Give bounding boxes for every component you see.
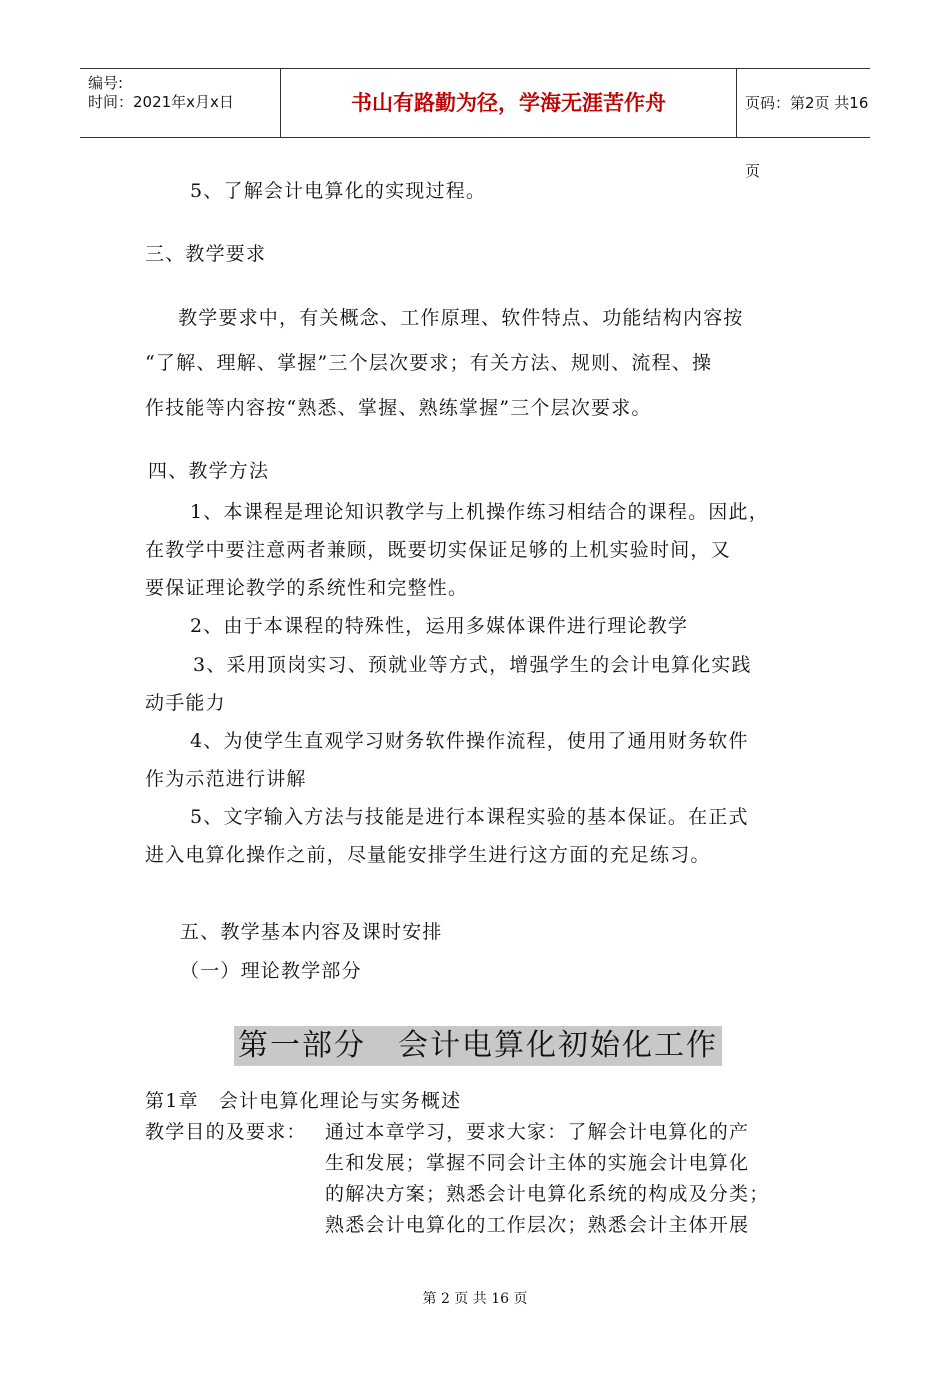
requirement-line: “了解、理解、掌握”三个层次要求；有关方法、规则、流程、操 xyxy=(145,352,713,374)
subsection-heading: （一）理论教学部分 xyxy=(180,960,362,982)
goal-label: 教学目的及要求： xyxy=(145,1121,307,1143)
goal-line: 生和发展；掌握不同会计主体的实施会计电算化 xyxy=(325,1152,750,1174)
header-motto-cell xyxy=(280,69,737,137)
requirement-line: 教学要求中，有关概念、工作原理、软件特点、功能结构内容按 xyxy=(178,307,744,329)
method-line: 在教学中要注意两者兼顾，既要切实保证足够的上机实验时间，又 xyxy=(145,539,731,561)
page-code: 页码：第2页 共16页 xyxy=(745,94,869,180)
section-heading-5: 五、教学基本内容及课时安排 xyxy=(180,921,443,943)
method-line: 3、采用顶岗实习、预就业等方式，增强学生的会计电算化实践 xyxy=(193,654,752,676)
requirement-line: 作技能等内容按“熟悉、掌握、熟练掌握”三个层次要求。 xyxy=(145,397,652,419)
method-line: 进入电算化操作之前，尽量能安排学生进行这方面的充足练习。 xyxy=(145,844,711,866)
method-line: 4、为使学生直观学习财务软件操作流程，使用了通用财务软件 xyxy=(190,730,749,752)
page-header xyxy=(80,68,870,180)
method-line: 1、本课程是理论知识教学与上机操作练习相结合的课程。因此， xyxy=(190,501,769,523)
section-heading-4: 四、教学方法 xyxy=(148,460,270,482)
method-line: 动手能力 xyxy=(145,692,226,714)
section-heading-3: 三、教学要求 xyxy=(145,243,267,265)
goal-line: 通过本章学习，要求大家：了解会计电算化的产 xyxy=(325,1121,750,1143)
header-info-cell xyxy=(80,69,280,137)
chapter-title: 第1章 会计电算化理论与实务概述 xyxy=(145,1090,462,1112)
number-label: 编号: xyxy=(88,74,124,92)
part-title: 第一部分 会计电算化初始化工作 xyxy=(234,1026,722,1066)
method-line: 要保证理论教学的系统性和完整性。 xyxy=(145,577,469,599)
goal-line: 的解决方案；熟悉会计电算化系统的构成及分类； xyxy=(325,1183,770,1205)
goal-line: 熟悉会计电算化的工作层次；熟悉会计主体开展 xyxy=(325,1214,750,1236)
method-line: 5、文字输入方法与技能是进行本课程实验的基本保证。在正式 xyxy=(190,806,749,828)
motto-text: 书山有路勤为径，学海无涯苦作舟 xyxy=(351,91,666,115)
method-line: 2、由于本课程的特殊性，运用多媒体课件进行理论教学 xyxy=(190,615,689,637)
time-label: 时间：2021年x月x日 xyxy=(88,93,234,111)
method-line: 作为示范进行讲解 xyxy=(145,768,307,790)
objective-5: 5、了解会计电算化的实现过程。 xyxy=(190,180,487,202)
page-footer: 第 2 页 共 16 页 xyxy=(422,1291,528,1307)
